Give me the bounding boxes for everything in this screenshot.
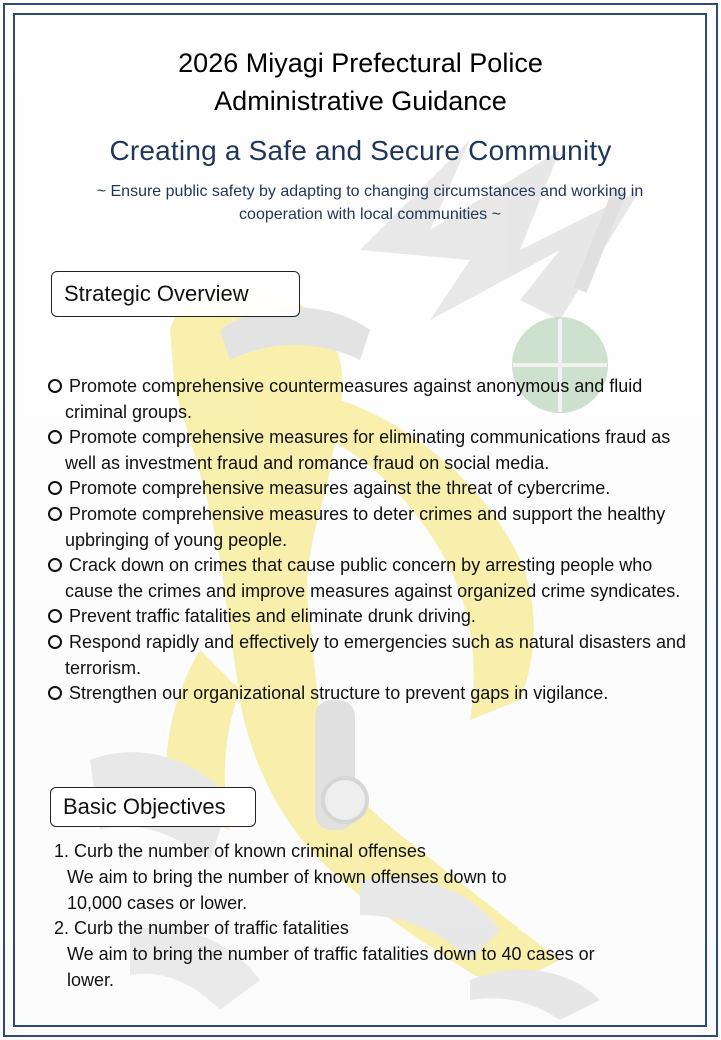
basic-objectives-list [54,839,684,994]
overview-item [48,425,688,476]
overview-item [48,502,688,553]
objective-item [54,916,684,993]
strategic-overview-list [48,374,688,707]
objective-title-row [54,916,684,942]
objective-description-line: We aim to bring the number of known offenses down to [67,866,507,887]
circle-bullet-icon [48,609,62,623]
objective-description-line: We aim to bring the number of traffic fatalities down to 40 cases or [67,944,595,965]
document-subtitle: Creating a Safe and Secure Community [109,135,612,166]
overview-item [48,630,688,681]
overview-item [48,553,688,604]
overview-item-text: Prevent traffic fatalities and eliminate drunk driving. [69,606,476,627]
strategic-overview-heading: Strategic Overview [51,271,300,317]
overview-item-text: Promote comprehensive countermeasures against anonymous and fluid criminal groups. [65,376,643,422]
circle-bullet-icon [48,558,62,572]
document-tagline: ~ Ensure public safety by adapting to changing circumstances and working in cooperation with local communities ~ [96,183,644,223]
circle-bullet-icon [48,379,62,393]
objective-title-row [54,839,684,865]
overview-item-text: Strengthen our organizational structure to prevent gaps in vigilance. [69,683,609,704]
basic-objectives-heading: Basic Objectives [50,787,256,827]
objective-title: Curb the number of traffic fatalities [74,918,349,939]
overview-item [48,681,688,707]
circle-bullet-icon [48,686,62,700]
document-title [0,44,721,120]
objective-number: 1. [54,841,70,861]
overview-item-text: Promote comprehensive measures against the threat of cybercrime. [69,478,611,499]
overview-item-text: Respond rapidly and effectively to emergencies such as natural disasters and terrorism. [65,631,687,678]
overview-item-text: Promote comprehensive measures to deter crimes and support the healthy upbringing of young people. [65,503,666,550]
objective-item [54,839,684,916]
overview-item [48,476,688,502]
overview-item-text: Crack down on crimes that cause public concern by arresting people who cause the crimes and improve measures against organized crime syndicates. [65,555,681,601]
objective-number: 2. [54,918,70,939]
objective-description-line: 10,000 cases or lower. [67,892,248,913]
circle-bullet-icon [48,430,62,444]
title-line-2: Administrative Guidance [214,86,507,116]
overview-item-text: Promote comprehensive measures for eliminating communications fraud as well as investment fraud and romance fraud on social media. [65,427,671,473]
title-line-1: 2026 Miyagi Prefectural Police [178,48,543,78]
overview-item [48,374,688,425]
objective-description-line: lower. [67,969,115,990]
overview-item [48,604,688,630]
circle-bullet-icon [48,507,62,521]
circle-bullet-icon [48,635,62,649]
circle-bullet-icon [48,481,62,495]
objective-title: Curb the number of known criminal offenses [74,841,426,861]
